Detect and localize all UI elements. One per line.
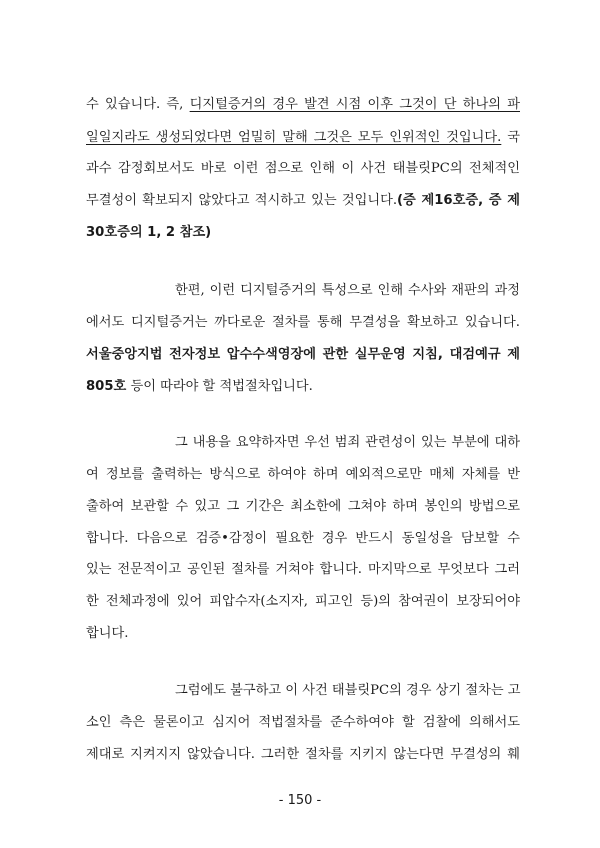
p3-line-6: 한 전체과정에 있어 피압수자(소지자, 피고인 등)의 참여권이 보장되어야: [86, 594, 520, 609]
p3-line-1: 그 내용을 요약하자면 우선 범죄 관련성이 있는 부분에 대하: [175, 435, 520, 450]
p2-line-3: 서울중앙지법 전자정보 압수수색영장에 관한 실무운영 지침, 대검예규 제: [86, 347, 520, 362]
p1-line-5: [86, 224, 520, 242]
underlined-text: 일일지라도 생성되었다면 엄밀히 말해 그것은 모두 인위적인 것입니다.: [86, 130, 502, 145]
p3-line-5: 있는 전문적이고 공인된 절차를 거쳐야 합니다. 마지막으로 무엇보다 그러: [86, 562, 520, 577]
p3-line-2: 여 정보를 출력하는 방식으로 하여야 하며 예외적으로만 매체 자체를 반: [86, 467, 520, 482]
p1-line-3: 과수 감정회보서도 바로 이런 점으로 인해 이 사건 태블릿PC의 전체적인: [86, 161, 520, 176]
p4-line-3: 제대로 지켜지지 않았습니다. 그러한 절차를 지키지 않는다면 무결성의 훼: [86, 747, 520, 762]
p2-line-1: 한편, 이런 디지털증거의 특성으로 인해 수사와 재판의 과정: [175, 283, 520, 298]
p1-line-4: 무결성이 확보되지 않았다고 적시하고 있는 것입니다.(증 제16호증, 증 제: [86, 193, 520, 208]
underlined-text: 디지털증거의 경우 발견 시점 이후 그것이 단 하나의 파: [189, 97, 520, 112]
bold-citation: 30호증의 1, 2 참조): [86, 225, 212, 240]
p4-line-1: 그럼에도 불구하고 이 사건 태블릿PC의 경우 상기 절차는 고: [175, 683, 521, 698]
p3-line-4: 합니다. 다음으로 검증•감정이 필요한 경우 반드시 동일성을 담보할 수: [86, 531, 520, 546]
bold-citation: 805호: [86, 379, 127, 394]
bold-citation: (증 제16호증, 증 제: [397, 193, 520, 208]
p1-line-2: 일일지라도 생성되었다면 엄밀히 말해 그것은 모두 인위적인 것입니다. 국: [86, 130, 521, 145]
page-number: - 150 -: [278, 793, 322, 808]
p2-line-2: 에서도 디지털증거는 까다로운 절차를 통해 무결성을 확보하고 있습니다.: [86, 315, 520, 330]
p2-line-4: 805호 등이 따라야 할 적법절차입니다.: [86, 379, 313, 394]
p4-line-2: 소인 측은 물론이고 심지어 적법절차를 준수하여야 할 검찰에 의해서도: [86, 715, 520, 730]
p3-line-3: 출하여 보관할 수 있고 그 기간은 최소한에 그쳐야 하며 봉인의 방법으로: [86, 499, 520, 514]
p3-line-7: 합니다.: [86, 626, 129, 641]
p1-line-1: 수 있습니다. 즉, 디지털증거의 경우 발견 시점 이후 그것이 단 하나의 파: [86, 97, 520, 112]
